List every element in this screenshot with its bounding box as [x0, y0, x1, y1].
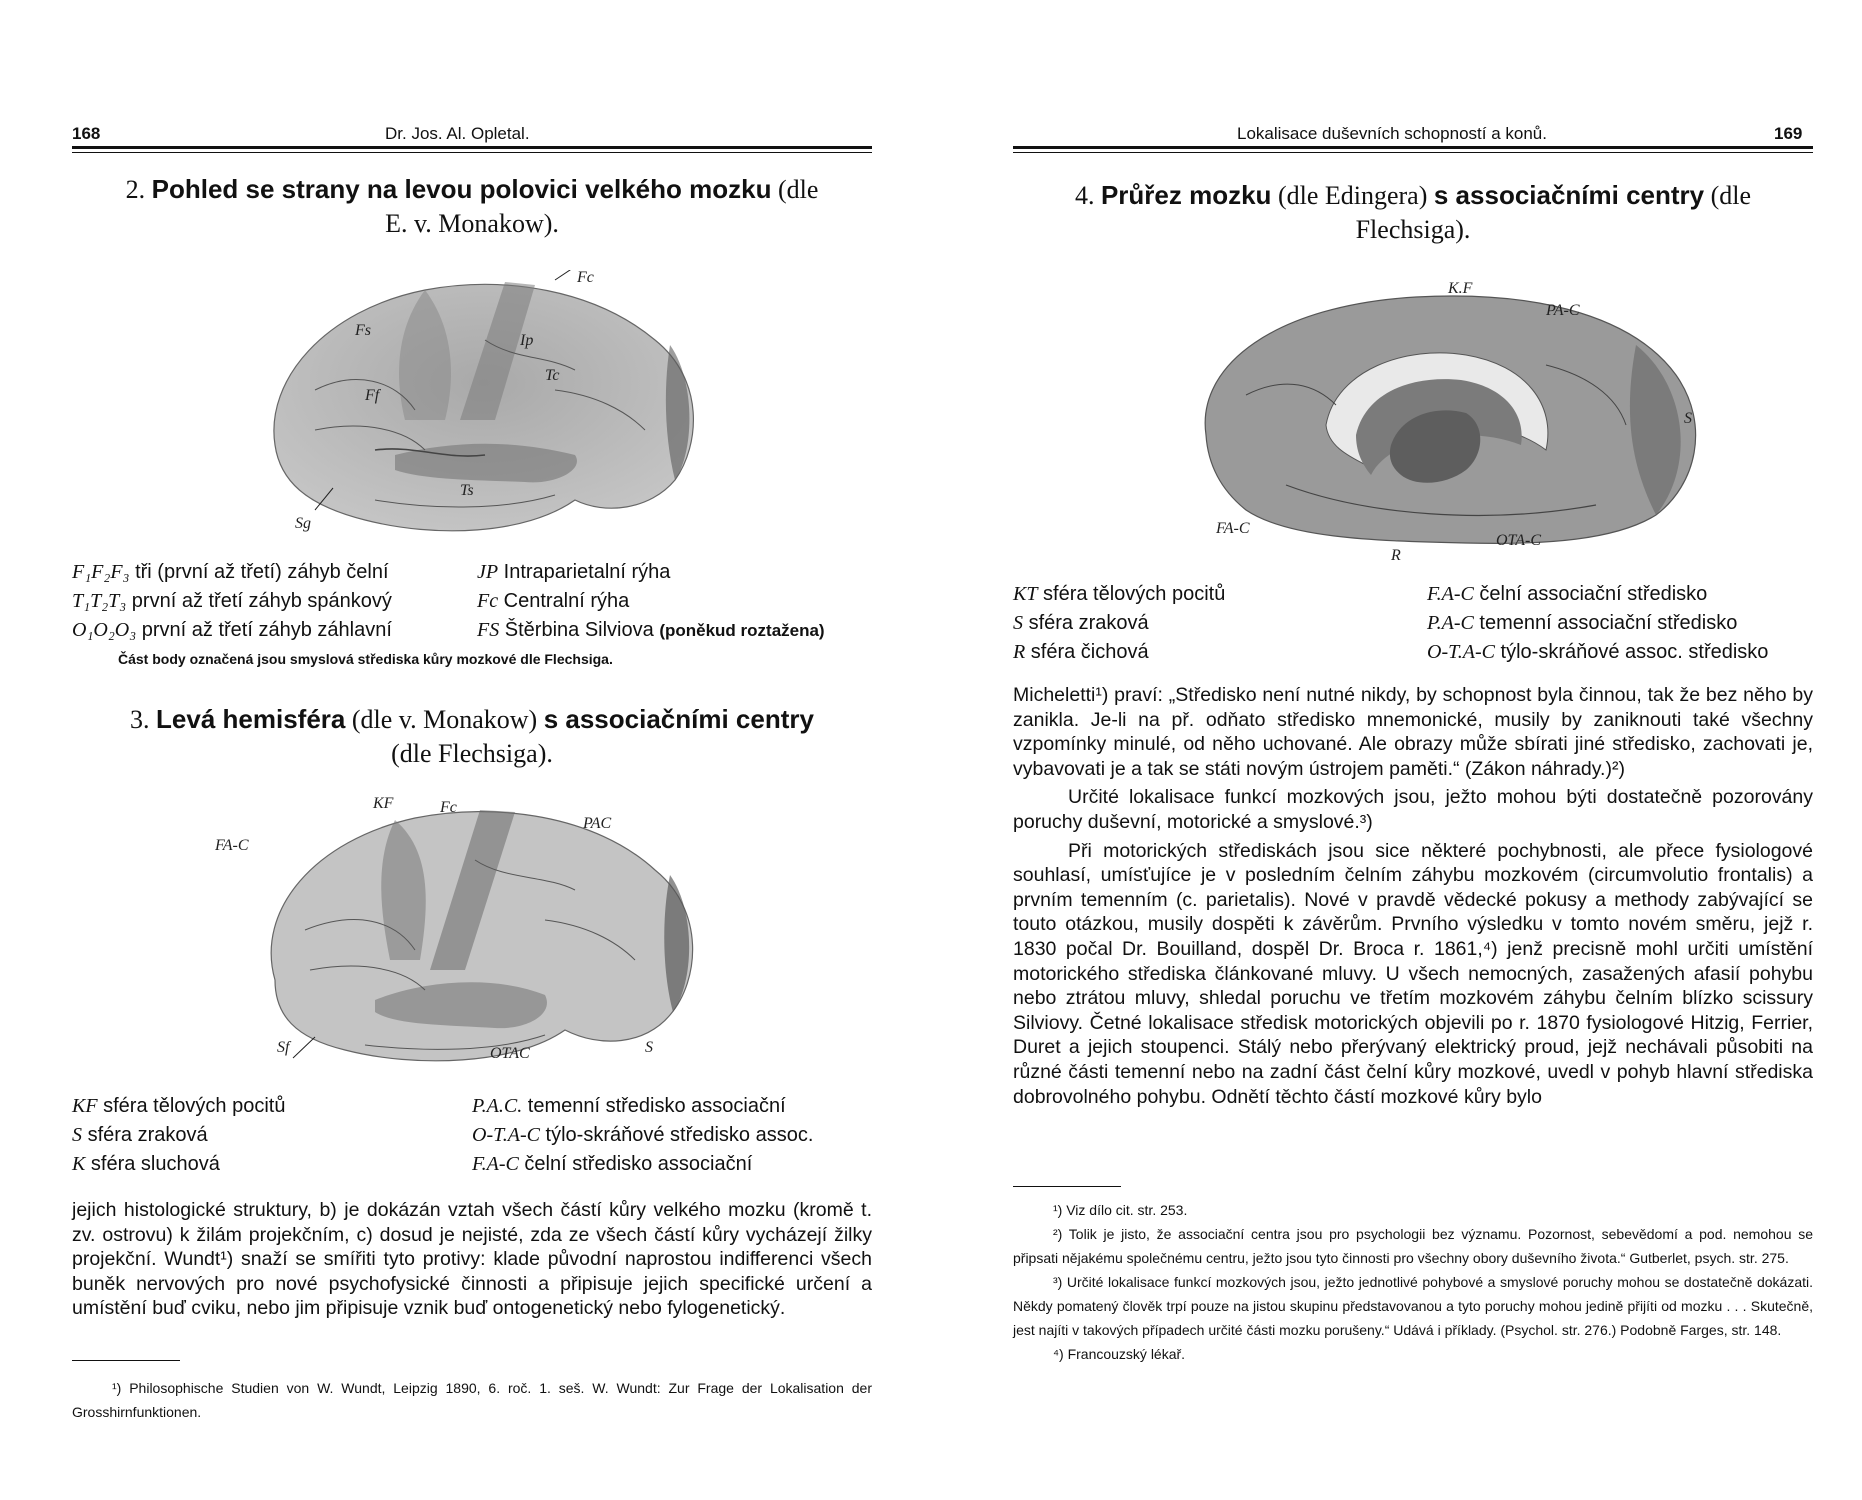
label-pac: PA-C	[1546, 302, 1580, 319]
left-footnotes: ¹) Philosophische Studien von W. Wundt, Leipzig 1890, 6. roč. 1. seš. W. Wundt: Zur Frage der Lokalisation der Grosshirnfunktionen.	[72, 1380, 872, 1420]
footnote: ⁴) Francouzský lékař.	[1053, 1346, 1186, 1362]
figure-4-title: 4. Průřez mozku (dle Edingera) s associačními centry (dle Flechsiga).	[1074, 180, 1752, 244]
figure-3-brain-association	[215, 790, 715, 1080]
header-rule-thin	[72, 152, 872, 153]
paragraph: Určité lokalisace funkcí mozkových jsou, ježto mohou býti dostatečně pozorovány poruchy duševní, motorické a smyslové.³)	[1013, 786, 1813, 833]
label-fc: Fc	[577, 270, 594, 286]
page-number: 168	[72, 124, 101, 143]
running-head: Dr. Jos. Al. Opletal.	[385, 124, 530, 143]
paragraph: Micheletti¹) praví: „Středisko není nutné nikdy, by schopnost byla činnou, tak že bez něho by zanikla. Je-li na př. odňato středisko mnemonické, musily by zaniknouti také všechny vzpomínky minulé, od něho uchované. Ale obrazy může sbírati jiné středisko, zachovati je, vybavovati je a tak se státi novým ústrojem paměti.“ (Zákon náhrady.)²)	[1013, 684, 1813, 780]
footnote-rule	[72, 1360, 180, 1361]
label-fac: FA-C	[215, 837, 249, 854]
label-sg: Sg	[295, 515, 311, 532]
label-ff: Ff	[365, 387, 380, 404]
header-rule-thin	[1013, 152, 1813, 153]
label-pac: PAC	[583, 815, 612, 832]
label-otac: OTA-C	[1496, 532, 1542, 549]
footnote-rule	[1013, 1186, 1121, 1187]
figure-2-caption: Část body označená jsou smyslová střediska kůry mozkové dle Flechsiga.	[118, 651, 613, 667]
figure-3-title: 3. Levá hemisféra (dle v. Monakow) s associačními centry (dle Flechsiga).	[130, 704, 814, 768]
label-s: S	[645, 1039, 653, 1056]
footnote: ³) Určité lokalisace funkcí mozkových jsou, ježto jednotlivé pohybové a smyslové poruchy mohou se dostatečně dokázati. Někdy pomatený člověk trpí pouze na jistou skupinu představovanou a tyto poruchy mohou jedině přijíti od mozku . . . Skutečně, jest najíti v takových případech určité části mozku porušeny.“ Udává i příklady. (Psychol. str. 276.) Podobně Farges, str. 148.	[1013, 1274, 1813, 1338]
header-rule	[72, 146, 872, 149]
figure-4-brain-section	[1166, 275, 1726, 565]
left-body-text: jejich histologické struktury, b) je dokázán vztah všech částí kůry velkého mozku (kromě t. zv. ostrovu) k žilám projekčním, c) dosud je nejisté, zda ze všech částí kůry vycházejí žilky projekční. Wundt¹) snaží se smířiti tyto protivy: klade původní naprostou indifferenci všech buněk nervových pro nové psychofysické činnosti a připisuje jejich specifické určení a umístění buď cviku, nebo jim připisuje vznik buď ontogenetický nebo fylogenetický.	[72, 1199, 872, 1320]
label-fac: FA-C	[1216, 520, 1250, 537]
figure-3-legend	[72, 1092, 872, 1182]
footnote: ²) Tolik je jisto, že associační centra jsou pro psychologii bez významu. Pozornost, sebevědomí a pod. nemohou se připsati nějakému společnému centru, ježto jsou tyto činnosti pro všechny obory duševního života.“ Gutberlet, psych. str. 275.	[1013, 1226, 1813, 1266]
running-head: Lokalisace duševních schopností a konů.	[1237, 124, 1547, 143]
legend-col-left: KF sféra tělových pocitů S sféra zraková K sféra sluchová	[72, 1095, 286, 1175]
label-f1: Fs	[355, 322, 371, 339]
label-kf: KF	[373, 795, 394, 812]
figure-2-legend	[72, 558, 872, 645]
legend-col-right: P.A.C. temenní středisko associační O-T.A-C týlo-skráňové středisko assoc. F.A-C čelní středisko associační	[472, 1095, 814, 1175]
label-r: R	[1391, 547, 1401, 564]
label-ip: Ip	[520, 332, 534, 349]
right-page	[931, 0, 1862, 1500]
label-fc: Fc	[440, 799, 457, 816]
legend-row: T₁T₂T₃ první až třetí záhyb spánkový Fc Centralní rýha	[72, 590, 630, 612]
label-ts: Ts	[460, 482, 474, 499]
legend-row: F₁F₂F₃ tři (první až třetí) záhyb čelní JP Intraparietalní rýha	[72, 561, 671, 583]
label-tc: Tc	[545, 367, 560, 384]
label-sf: Sf	[277, 1039, 290, 1056]
paragraph: Při motorických střediskách jsou sice některé pochybnosti, ale přece fysiologové souhlasí, umísťujíce je v posledním čelním záhybu mozkovém (circumvolutio frontalis) a prvním temenním (c. parietalis). Nové v pravdě vědecké pokusy a methody zabývající se touto otázkou, musily dospěti k závěrům. Prvního výsledku v tomto novém směru, jejž r. 1830 počal Dr. Bouilland, dospěl Dr. Broca r. 1861,⁴) jenž precisně mohl určiti umístění motorického střediska článkované mluvy. U všech nemocných, zasažených afasií pohybu nebo ztrátou mluvy, shledal poruchu ve třetím mozkovém záhybu čelním blízko scissury Silviovy. Četné lokalisace středisk motorických objevili po r. 1870 fysiologové Hitzig, Ferrier, Duret a jejich stoupenci. Stálý nebo přerývaný elektrický proud, jejž nechávali působiti na různé části temenní nebo na zadní část čelní kůry mozkové, uvedl v pohyb hlavní střediska dobrovolného pohybu. Odnětí těchto částí mozkové kůry bylo	[1013, 839, 1813, 1108]
page-number: 169	[1774, 124, 1803, 143]
right-body-text	[1013, 683, 1813, 1109]
label-otac: OTAC	[490, 1045, 530, 1062]
legend-row: O₁O₂O₃ první až třetí záhyb záhlavní FS Štěrbina Silviova (poněkud roztažena)	[72, 619, 825, 641]
footnote: ¹) Viz dílo cit. str. 253.	[1053, 1202, 1188, 1218]
label-s: S	[1684, 410, 1692, 427]
legend-col-right: F.A-C čelní associační středisko P.A-C temenní associační středisko O-T.A-C týlo-skráňové assoc. středisko	[1427, 583, 1769, 663]
figure-4-legend	[1013, 580, 1813, 670]
figure-2-brain-lateral	[255, 270, 715, 550]
header-rule	[1013, 146, 1813, 149]
right-footnotes	[1013, 1198, 1813, 1366]
legend-col-left: KT sféra tělových pocitů S sféra zraková R sféra čichová	[1013, 583, 1226, 663]
label-kf: K.F	[1448, 280, 1473, 297]
figure-2-title: 2. Pohled se strany na levou polovici velkého mozku (dle E. v. Monakow).	[125, 174, 819, 238]
